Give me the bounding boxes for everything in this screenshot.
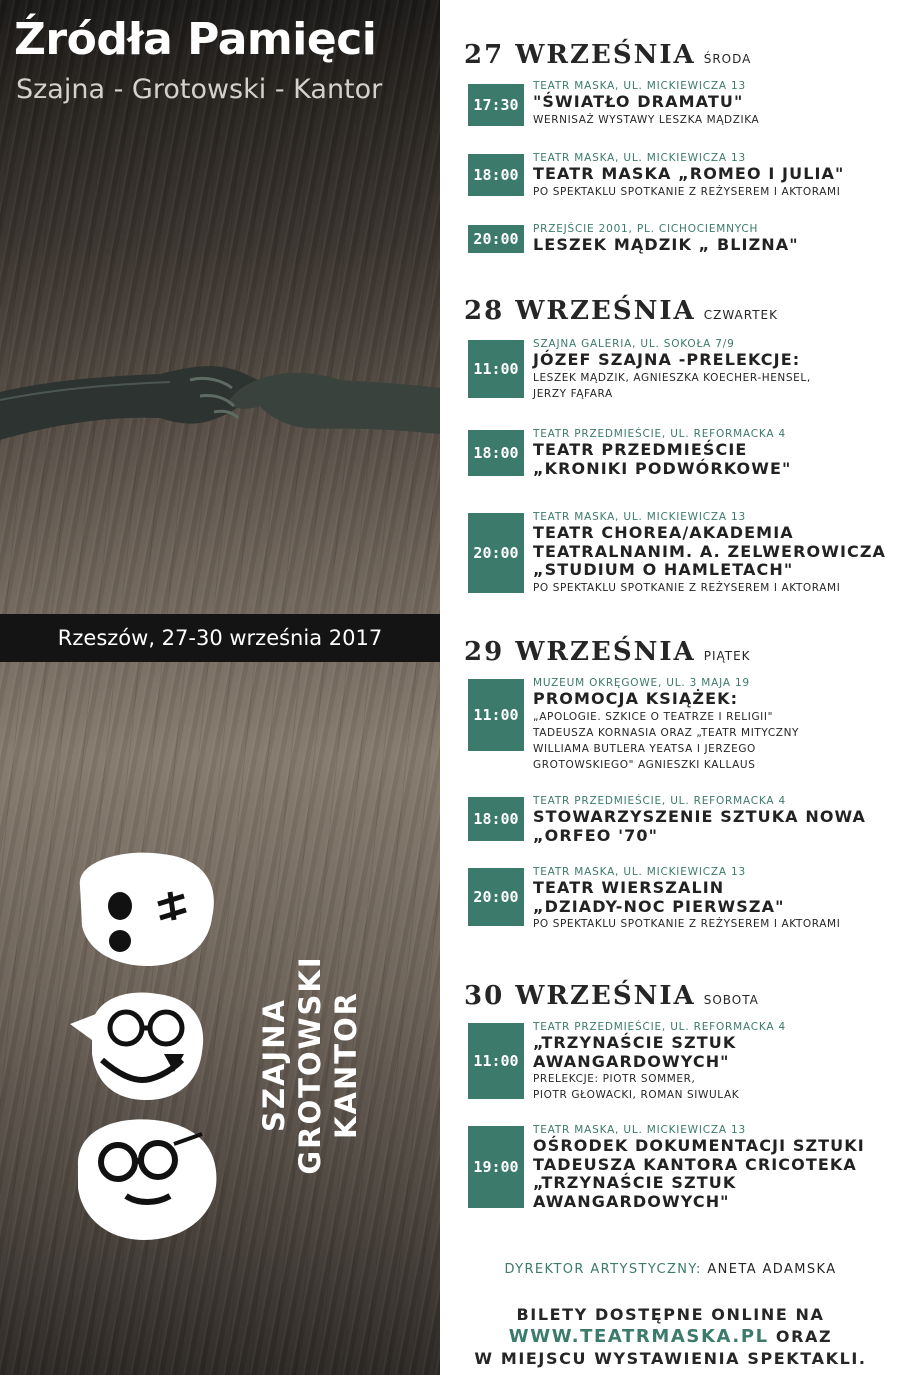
- time-badge: 20:00: [468, 513, 524, 593]
- director-name: ANETA ADAMSKA: [707, 1262, 837, 1277]
- day-weekday: PIĄTEK: [703, 649, 751, 663]
- event-title: "ŚWIATŁO DRAMATU": [533, 92, 744, 111]
- event-title: „ORFEO '70": [533, 825, 659, 845]
- event-note: LESZEK MĄDZIK, AGNIESZKA KOECHER-HENSEL,: [533, 371, 811, 384]
- event-venue: TEATR PRZEDMIEŚCIE, UL. REFORMACKA 4: [533, 795, 787, 807]
- vertical-names: [252, 955, 368, 1175]
- tickets-line-3: W MIEJSCU WYSTAWIENIA SPEKTAKLI.: [474, 1349, 867, 1368]
- event-venue: TEATR PRZEDMIEŚCIE, UL. REFORMACKA 4: [533, 428, 787, 440]
- vertical-name-kantor: KANTOR: [329, 991, 363, 1139]
- event-title: TEATRALNANIM. A. ZELWEROWICZA: [533, 541, 887, 561]
- tickets-link-suffix: ORAZ: [775, 1327, 833, 1346]
- event-note: PO SPEKTAKLU SPOTKANIE Z REŻYSEREM I AKTORAMI: [533, 185, 841, 198]
- three-faces-icon: [62, 848, 232, 1248]
- event-title: LESZEK MĄDZIK „ BLIZNA": [533, 235, 799, 254]
- event-note: JERZY FĄFARA: [533, 387, 613, 400]
- event-venue: TEATR MASKA, UL. MICKIEWICZA 13: [533, 80, 746, 92]
- event-venue: TEATR MASKA, UL. MICKIEWICZA 13: [533, 1124, 746, 1136]
- event-note: „APOLOGIE. SZKICE O TEATRZE I RELIGII": [533, 710, 774, 723]
- event-note: PO SPEKTAKLU SPOTKANIE Z REŻYSEREM I AKTORAMI: [533, 918, 841, 930]
- tickets-website-link[interactable]: WWW.TEATRMASKA.PL: [508, 1326, 769, 1347]
- time-badge: 20:00: [468, 868, 524, 926]
- event-note: PIOTR GŁOWACKI, ROMAN SIWULAK: [533, 1089, 740, 1101]
- event-note: WERNISAŻ WYSTAWY LESZKA MĄDZIKA: [533, 113, 760, 126]
- director-label: DYREKTOR ARTYSTYCZNY:: [504, 1262, 702, 1277]
- event-title: „DZIADY-NOC PIERWSZA": [533, 896, 785, 916]
- event-venue: TEATR PRZEDMIEŚCIE, UL. REFORMACKA 4: [533, 1021, 787, 1033]
- time-badge: 11:00: [468, 340, 524, 398]
- event-title: „TRZYNAŚCIE SZTUK: [533, 1033, 737, 1052]
- time-badge: 18:00: [468, 797, 524, 841]
- day-weekday: CZWARTEK: [703, 308, 778, 322]
- time-badge: 11:00: [468, 679, 524, 751]
- event-note: WILLIAMA BUTLERA YEATSA I JERZEGO: [533, 742, 756, 755]
- event-venue: TEATR MASKA, UL. MICKIEWICZA 13: [533, 511, 746, 523]
- event-note: PO SPEKTAKLU SPOTKANIE Z REŻYSEREM I AKTORAMI: [533, 581, 841, 594]
- event-title: TEATR MASKA „ROMEO I JULIA": [533, 164, 845, 183]
- event-title: „TRZYNAŚCIE SZTUK: [533, 1173, 737, 1192]
- vertical-name-grotowski: GROTOWSKI: [293, 955, 327, 1175]
- time-badge: 18:00: [468, 430, 524, 476]
- artistic-director: [440, 1262, 901, 1277]
- day-heading: [464, 637, 751, 667]
- event-venue: TEATR MASKA, UL. MICKIEWICZA 13: [533, 152, 746, 164]
- clasped-hands-icon: [0, 340, 440, 470]
- day-date: 29 WRZEŚNIA: [464, 637, 696, 667]
- event-title: JÓZEF SZAJNA -PRELEKCJE:: [533, 350, 801, 369]
- time-badge: 18:00: [468, 154, 524, 196]
- event-title: „KRONIKI PODWÓRKOWE": [533, 458, 792, 478]
- event-venue: SZAJNA GALERIA, UL. SOKOŁA 7/9: [533, 338, 735, 350]
- day-date: 28 WRZEŚNIA: [464, 296, 696, 326]
- day-heading: [464, 981, 759, 1011]
- event-title: AWANGARDOWYCH": [533, 1191, 730, 1211]
- event-title: STOWARZYSZENIE SZTUKA NOWA: [533, 807, 867, 826]
- time-badge: 11:00: [468, 1023, 524, 1099]
- day-date: 27 WRZEŚNIA: [464, 40, 696, 70]
- schedule: [440, 0, 901, 1375]
- event-venue: TEATR MASKA, UL. MICKIEWICZA 13: [533, 866, 746, 878]
- event-title: TEATR WIERSZALIN: [533, 878, 725, 897]
- time-badge: 17:30: [468, 84, 524, 126]
- poster-subtitle: Szajna - Grotowski - Kantor: [16, 74, 383, 105]
- event-venue: MUZEUM OKRĘGOWE, UL. 3 MAJA 19: [533, 677, 750, 689]
- event-title: „STUDIUM O HAMLETACH": [533, 560, 794, 579]
- vertical-name-szajna: SZAJNA: [257, 998, 291, 1132]
- date-banner: Rzeszów, 27-30 września 2017: [0, 614, 440, 662]
- event-title: TADEUSZA KANTORA CRICOTEKA: [533, 1154, 857, 1174]
- event-venue: PRZEJŚCIE 2001, PL. CICHOCIEMNYCH: [533, 223, 759, 235]
- day-date: 30 WRZEŚNIA: [464, 981, 696, 1011]
- poster-title: Źródła Pamięci: [14, 14, 377, 65]
- day-heading: [464, 296, 778, 326]
- event-title: TEATR PRZEDMIEŚCIE: [533, 440, 748, 459]
- event-note: TADEUSZA KORNASIA ORAZ „TEATR MITYCZNY: [533, 726, 800, 739]
- event-title: TEATR CHOREA/AKADEMIA: [533, 523, 794, 542]
- event-note: GROTOWSKIEGO" AGNIESZKI KALLAUS: [533, 758, 756, 771]
- tickets-info: [440, 1304, 901, 1370]
- poster-panel: [0, 0, 440, 1375]
- event-note: PRELEKCJE: PIOTR SOMMER,: [533, 1073, 696, 1085]
- tickets-line-1: BILETY DOSTĘPNE ONLINE NA: [516, 1305, 825, 1324]
- time-badge: 19:00: [468, 1126, 524, 1208]
- event-title: AWANGARDOWYCH": [533, 1051, 730, 1071]
- day-heading: [464, 40, 751, 70]
- event-title: PROMOCJA KSIĄŻEK:: [533, 689, 739, 708]
- day-weekday: SOBOTA: [703, 993, 759, 1007]
- day-weekday: ŚRODA: [703, 52, 752, 66]
- time-badge: 20:00: [468, 225, 524, 253]
- event-title: OŚRODEK DOKUMENTACJI SZTUKI: [533, 1136, 865, 1155]
